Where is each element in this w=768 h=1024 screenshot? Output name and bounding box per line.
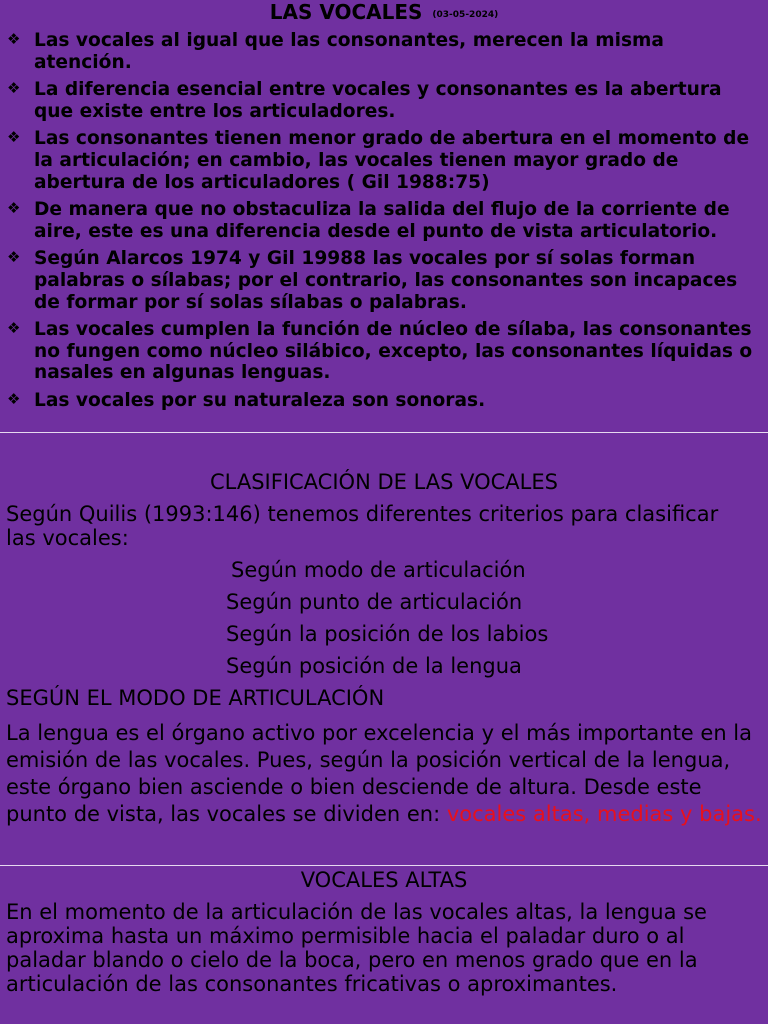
bullet-text: La diferencia esencial entre vocales y consonantes es la abertura que existe entre los articuladores. <box>34 79 722 122</box>
bullet-text: Las vocales por su naturaleza son sonoras. <box>34 389 486 411</box>
slide-vocales-altas <box>0 866 768 1024</box>
bullet-item <box>0 390 760 412</box>
diamond-bullet-icon: ❖ <box>7 248 21 267</box>
section-subtitle: SEGÚN EL MODO DE ARTICULACIÓN <box>6 686 385 710</box>
criteria-item: Según punto de articulación <box>226 590 523 614</box>
bullet-item <box>0 248 760 313</box>
bullet-item <box>0 30 760 73</box>
bullet-item <box>0 319 760 384</box>
bullet-text: De manera que no obstaculiza la salida del flujo de la corriente de aire, este es una diferencia desde el punto de vista articulatorio. <box>34 199 730 242</box>
diamond-bullet-icon: ❖ <box>7 128 21 147</box>
bullet-list <box>0 30 760 418</box>
criteria-list <box>0 554 768 682</box>
title-date: (03-05-2024) <box>432 10 499 20</box>
paragraph: En el momento de la articulación de las vocales altas, la lengua se aproxima hasta un máximo permisible hacia el paladar duro o al paladar blando o cielo de la boca, pero en menos grado que en la articulación de las consonantes fricativas o aproximantes. <box>6 900 707 996</box>
criteria-item: Según posición de la lengua <box>226 654 522 678</box>
criteria-item: Según modo de articulación <box>231 558 526 582</box>
criteria-item: Según la posición de los labios <box>226 622 549 646</box>
diamond-bullet-icon: ❖ <box>7 30 21 48</box>
bullet-item <box>0 128 760 193</box>
bullet-text: Las vocales cumplen la función de núcleo de sílaba, las consonantes no fungen como núcleo silábico, excepto, las consonantes líquidas o nasales en algunas lenguas. <box>34 319 753 384</box>
diamond-bullet-icon: ❖ <box>7 389 21 408</box>
diamond-bullet-icon: ❖ <box>7 199 21 218</box>
title-text: LAS VOCALES <box>269 0 423 24</box>
bullet-text: Según Alarcos 1974 y Gil 19988 las vocales por sí solas forman palabras o sílabas; por el contrario, las consonantes son incapaces de formar por sí solas sílabas o palabras. <box>34 248 738 313</box>
bullet-text: Las consonantes tienen menor grado de abertura en el momento de la articulación; en cambio, las vocales tienen mayor grado de abertura de los articuladores ( Gil 1988:75) <box>34 128 750 193</box>
slide-clasificacion <box>0 433 768 865</box>
bullet-text: Las vocales al igual que las consonantes, merecen la misma atención. <box>34 30 664 73</box>
intro-text: Según Quilis (1993:146) tenemos diferentes criterios para clasificar las vocales: <box>6 502 719 550</box>
diamond-bullet-icon: ❖ <box>7 319 21 338</box>
slide-title: CLASIFICACIÓN DE LAS VOCALES <box>210 470 558 494</box>
highlighted-text: vocales altas, medias y bajas. <box>446 802 762 826</box>
slide-title: VOCALES ALTAS <box>300 868 468 892</box>
slide-title <box>0 0 768 27</box>
paragraph <box>6 720 766 828</box>
bullet-item <box>0 199 760 242</box>
paragraph-text: La lengua es el órgano activo por excelencia y el más importante en la emisión de las vocales. Pues, según la posición vertical de la lengua, este órgano bien asciende o bien desciende de altura. Desde este punto de vista, las vocales se dividen en: <box>6 721 753 826</box>
bullet-item <box>0 79 760 122</box>
slide-las-vocales <box>0 0 768 432</box>
diamond-bullet-icon: ❖ <box>7 79 21 98</box>
